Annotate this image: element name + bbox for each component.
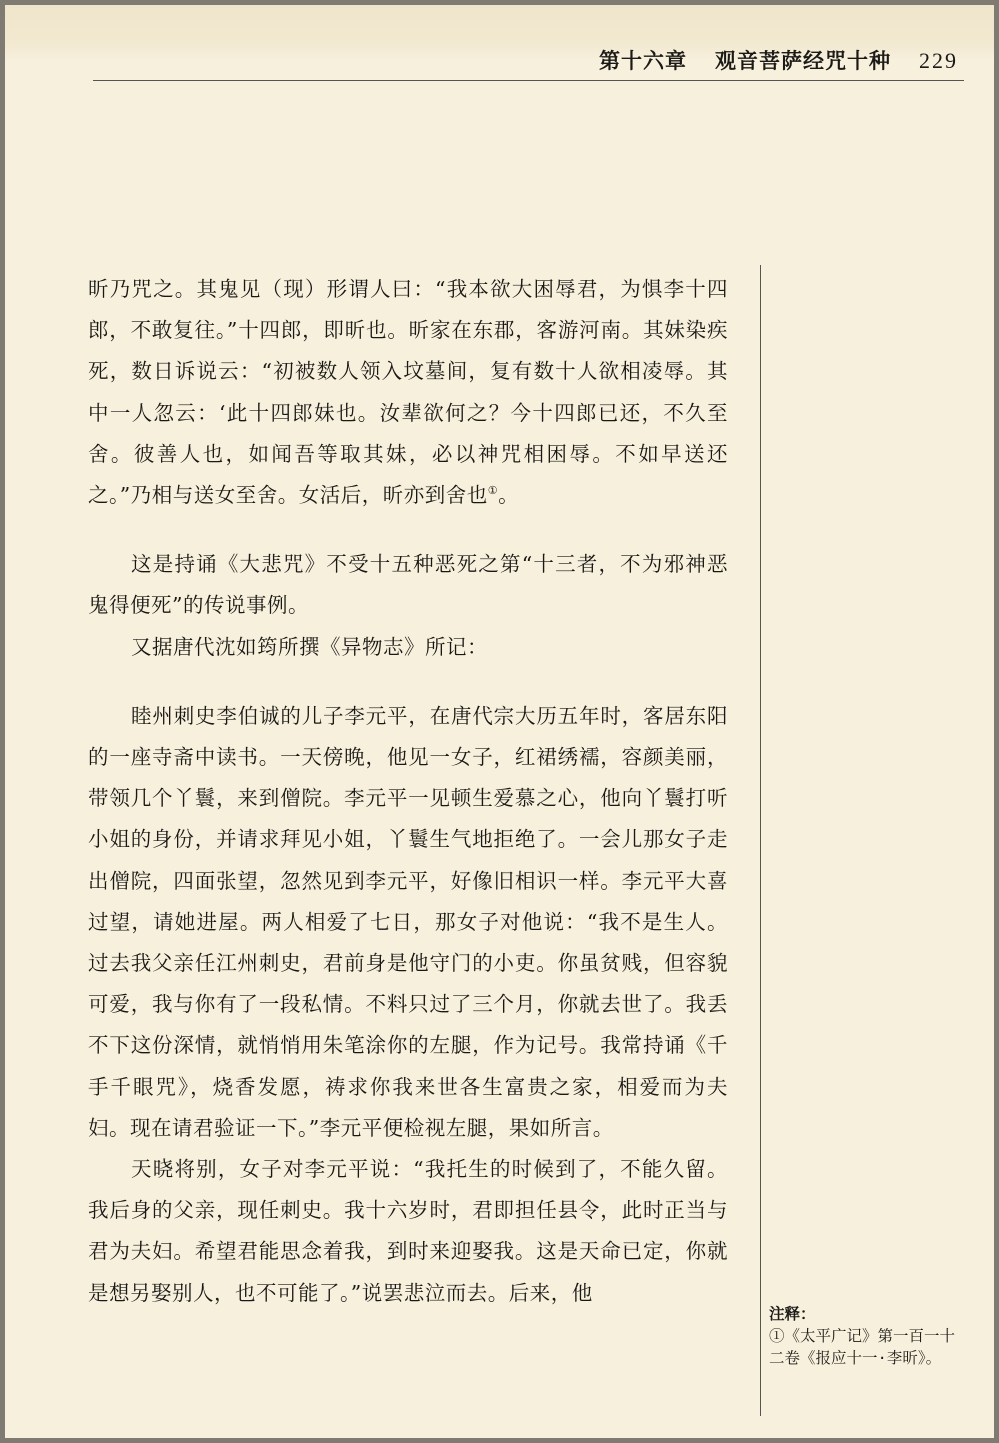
section-gap	[88, 668, 728, 696]
margin-notes	[769, 1303, 969, 1369]
notes-title: 注释：	[769, 1305, 816, 1323]
footnote-reference: ①	[487, 484, 499, 498]
quoted-passage-1: 昕乃咒之。其鬼见（现）形谓人曰：“我本欲大困辱君，为惧李十四郎，不敢复往。”十四郎，即昕也。昕家在东郡，客游河南。其妹染疾死，数日诉说云：“初被数人领入坟墓间，复有数十人欲相凌辱。其中一人忽云：‘此十四郎妹也。汝辈欲何之？今十四郎已还，不久至舍。彼善人也，如闻吾等取其妹，必以神咒相困辱。不如早送还之。”乃相与送女至舍。女活后，昕亦到舍也①。	[88, 277, 728, 508]
commentary-paragraph: 这是持诵《大悲咒》不受十五种恶死之第“十三者，不为邪神恶鬼得便死”的传说事例。	[88, 552, 728, 618]
running-header	[599, 45, 958, 75]
chapter-number: 第十六章	[599, 48, 687, 73]
section-gap	[88, 516, 728, 544]
body-text	[88, 269, 728, 1314]
source-intro-paragraph: 又据唐代沈如筠所撰《异物志》所记：	[131, 634, 489, 659]
page-number: 229	[919, 48, 958, 73]
footnote-item: ①《太平广记》第一百一十二卷《报应十一·李昕》。	[769, 1327, 956, 1367]
book-page	[5, 5, 994, 1438]
chapter-title: 观音菩萨经咒十种	[715, 48, 891, 73]
header-rule	[93, 80, 964, 81]
quoted-passage-3: 天晓将别，女子对李元平说：“我托生的时候到了，不能久留。我后身的父亲，现任刺史。我十六岁时，君即担任县令，此时正当与君为夫妇。希望君能思念着我，到时来迎娶我。这是天命已定，你就是想另娶别人，也不可能了。”说罢悲泣而去。后来，他	[88, 1157, 728, 1305]
quoted-passage-2: 睦州刺史李伯诚的儿子李元平，在唐代宗大历五年时，客居东阳的一座寺斋中读书。一天傍晚，他见一女子，红裙绣襦，容颜美丽，带领几个丫鬟，来到僧院。李元平一见顿生爱慕之心，他向丫鬟打听小姐的身份，并请求拜见小姐，丫鬟生气地拒绝了。一会儿那女子走出僧院，四面张望，忽然见到李元平，好像旧相识一样。李元平大喜过望，请她进屋。两人相爱了七日，那女子对他说：“我不是生人。过去我父亲任江州刺史，君前身是他守门的小吏。你虽贫贱，但容貌可爱，我与你有了一段私情。不料只过了三个月，你就去世了。我丢不下这份深情，就悄悄用朱笔涂你的左腿，作为记号。我常持诵《千手千眼咒》，烧香发愿，祷求你我来世各生富贵之家，相爱而为夫妇。现在请君验证一下。”李元平便检视左腿，果如所言。	[88, 703, 728, 1140]
margin-divider	[760, 265, 761, 1416]
